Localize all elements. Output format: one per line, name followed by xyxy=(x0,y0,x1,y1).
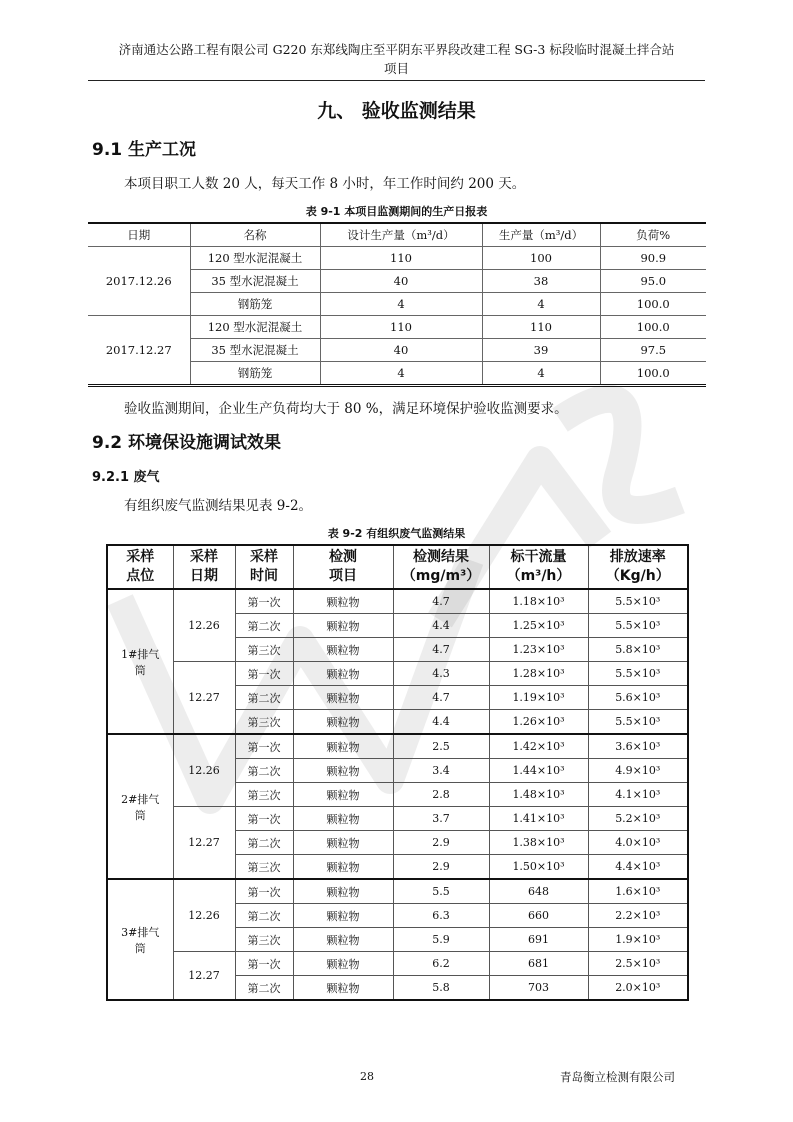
sample-time-cell: 第一次 xyxy=(235,662,293,686)
table-row xyxy=(107,879,688,904)
header-divider xyxy=(88,80,705,81)
sample-time-cell: 第一次 xyxy=(235,589,293,614)
result-cell: 3.4 xyxy=(393,759,489,783)
emission-rate-cell: 2.2×10³ xyxy=(588,904,688,928)
result-cell: 4.4 xyxy=(393,614,489,638)
result-cell: 2.9 xyxy=(393,831,489,855)
emission-rate-cell: 4.1×10³ xyxy=(588,783,688,807)
test-item-cell: 颗粒物 xyxy=(293,976,393,1001)
site-cell: 3#排气 筒 xyxy=(107,879,173,1000)
table-9-1-caption: 表 9-1 本项目监测期间的生产日报表 xyxy=(305,205,488,218)
sample-time-cell: 第三次 xyxy=(235,928,293,952)
design-cell: 4 xyxy=(320,362,482,386)
sample-time-cell: 第一次 xyxy=(235,807,293,831)
emission-rate-cell: 4.0×10³ xyxy=(588,831,688,855)
flow-cell: 648 xyxy=(489,879,588,904)
flow-cell: 1.28×10³ xyxy=(489,662,588,686)
test-item-cell: 颗粒物 xyxy=(293,904,393,928)
test-item-cell: 颗粒物 xyxy=(293,855,393,880)
load-cell: 90.9 xyxy=(600,247,706,270)
col-header: 名称 xyxy=(190,223,320,247)
waste-gas-intro: 有组织废气监测结果见表 9-2。 xyxy=(124,498,313,514)
test-item-cell: 颗粒物 xyxy=(293,614,393,638)
section-title-9-1: 9.1 生产工况 xyxy=(92,140,197,160)
flow-cell: 1.50×10³ xyxy=(489,855,588,880)
result-cell: 4.7 xyxy=(393,686,489,710)
output-cell: 38 xyxy=(482,270,600,293)
site-cell: 1#排气 筒 xyxy=(107,589,173,734)
test-item-cell: 颗粒物 xyxy=(293,638,393,662)
date-cell: 2017.12.27 xyxy=(88,316,190,386)
test-item-cell: 颗粒物 xyxy=(293,734,393,759)
load-cell: 100.0 xyxy=(600,316,706,339)
sample-date-cell: 12.26 xyxy=(173,734,235,807)
table-row xyxy=(107,807,688,831)
emission-rate-cell: 3.6×10³ xyxy=(588,734,688,759)
result-cell: 4.4 xyxy=(393,710,489,735)
sample-date-cell: 12.26 xyxy=(173,589,235,662)
sample-date-cell: 12.27 xyxy=(173,662,235,735)
emission-rate-cell: 5.5×10³ xyxy=(588,589,688,614)
flow-cell: 1.38×10³ xyxy=(489,831,588,855)
output-cell: 39 xyxy=(482,339,600,362)
col-header: 采样 点位 xyxy=(107,545,173,589)
name-cell: 120 型水泥混凝土 xyxy=(190,247,320,270)
sample-time-cell: 第一次 xyxy=(235,879,293,904)
waste-gas-results-table xyxy=(106,544,689,1001)
design-cell: 40 xyxy=(320,339,482,362)
emission-rate-cell: 5.5×10³ xyxy=(588,662,688,686)
load-conclusion-paragraph: 验收监测期间，企业生产负荷均大于 80 %，满足环境保护验收监测要求。 xyxy=(124,401,568,417)
result-cell: 2.8 xyxy=(393,783,489,807)
test-item-cell: 颗粒物 xyxy=(293,686,393,710)
emission-rate-cell: 2.0×10³ xyxy=(588,976,688,1001)
table-9-2-caption: 表 9-2 有组织废气监测结果 xyxy=(327,527,466,540)
table-row xyxy=(88,247,706,270)
site-cell: 2#排气 筒 xyxy=(107,734,173,879)
name-cell: 35 型水泥混凝土 xyxy=(190,339,320,362)
emission-rate-cell: 5.8×10³ xyxy=(588,638,688,662)
result-cell: 2.5 xyxy=(393,734,489,759)
sample-time-cell: 第二次 xyxy=(235,614,293,638)
name-cell: 钢筋笼 xyxy=(190,293,320,316)
output-cell: 100 xyxy=(482,247,600,270)
emission-rate-cell: 4.4×10³ xyxy=(588,855,688,880)
col-header: 采样 时间 xyxy=(235,545,293,589)
result-cell: 4.7 xyxy=(393,589,489,614)
table-header-row xyxy=(107,545,688,589)
test-item-cell: 颗粒物 xyxy=(293,589,393,614)
sample-time-cell: 第三次 xyxy=(235,855,293,880)
test-item-cell: 颗粒物 xyxy=(293,807,393,831)
col-header: 检测 项目 xyxy=(293,545,393,589)
test-item-cell: 颗粒物 xyxy=(293,879,393,904)
page-number: 28 xyxy=(360,1070,374,1083)
design-cell: 40 xyxy=(320,270,482,293)
col-header: 负荷% xyxy=(600,223,706,247)
sample-time-cell: 第二次 xyxy=(235,976,293,1001)
flow-cell: 703 xyxy=(489,976,588,1001)
table-header-row xyxy=(88,223,706,247)
result-cell: 6.2 xyxy=(393,952,489,976)
sample-time-cell: 第三次 xyxy=(235,783,293,807)
flow-cell: 1.48×10³ xyxy=(489,783,588,807)
result-cell: 2.9 xyxy=(393,855,489,880)
flow-cell: 1.44×10³ xyxy=(489,759,588,783)
flow-cell: 1.18×10³ xyxy=(489,589,588,614)
emission-rate-cell: 5.2×10³ xyxy=(588,807,688,831)
result-cell: 4.3 xyxy=(393,662,489,686)
table-row xyxy=(107,662,688,686)
flow-cell: 660 xyxy=(489,904,588,928)
header-line-1: 济南通达公路工程有限公司 G220 东郑线陶庄至平阴东平界段改建工程 SG-3 标段临时混凝土拌合站 xyxy=(118,42,675,57)
name-cell: 钢筋笼 xyxy=(190,362,320,386)
test-item-cell: 颗粒物 xyxy=(293,783,393,807)
header-line-2: 项目 xyxy=(383,61,409,76)
sample-time-cell: 第二次 xyxy=(235,686,293,710)
emission-rate-cell: 5.5×10³ xyxy=(588,614,688,638)
result-cell: 5.5 xyxy=(393,879,489,904)
table-row xyxy=(88,316,706,339)
table-row xyxy=(107,589,688,614)
sample-date-cell: 12.26 xyxy=(173,879,235,952)
flow-cell: 1.19×10³ xyxy=(489,686,588,710)
design-cell: 110 xyxy=(320,247,482,270)
flow-cell: 1.42×10³ xyxy=(489,734,588,759)
col-header: 采样 日期 xyxy=(173,545,235,589)
sample-time-cell: 第三次 xyxy=(235,710,293,735)
sample-time-cell: 第一次 xyxy=(235,734,293,759)
result-cell: 6.3 xyxy=(393,904,489,928)
col-header: 排放速率 （Kg/h） xyxy=(588,545,688,589)
load-cell: 95.0 xyxy=(600,270,706,293)
flow-cell: 1.41×10³ xyxy=(489,807,588,831)
name-cell: 35 型水泥混凝土 xyxy=(190,270,320,293)
col-header: 日期 xyxy=(88,223,190,247)
col-header: 标干流量 （m³/h） xyxy=(489,545,588,589)
table-row xyxy=(107,952,688,976)
workforce-paragraph: 本项目职工人数 20 人，每天工作 8 小时，年工作时间约 200 天。 xyxy=(124,176,526,192)
section-title-9-2: 9.2 环境保设施调试效果 xyxy=(92,433,282,453)
output-cell: 4 xyxy=(482,293,600,316)
load-cell: 100.0 xyxy=(600,293,706,316)
col-header: 检测结果 （mg/m³） xyxy=(393,545,489,589)
sample-time-cell: 第二次 xyxy=(235,904,293,928)
chapter-title: 九、 验收监测结果 xyxy=(317,100,476,122)
col-header: 设计生产量（m³/d） xyxy=(320,223,482,247)
name-cell: 120 型水泥混凝土 xyxy=(190,316,320,339)
date-cell: 2017.12.26 xyxy=(88,247,190,316)
output-cell: 4 xyxy=(482,362,600,386)
result-cell: 4.7 xyxy=(393,638,489,662)
sample-date-cell: 12.27 xyxy=(173,952,235,1001)
emission-rate-cell: 1.6×10³ xyxy=(588,879,688,904)
footer-company-name: 青岛衡立检测有限公司 xyxy=(560,1070,675,1084)
emission-rate-cell: 5.6×10³ xyxy=(588,686,688,710)
flow-cell: 691 xyxy=(489,928,588,952)
load-cell: 97.5 xyxy=(600,339,706,362)
production-report-table xyxy=(88,222,706,387)
emission-rate-cell: 5.5×10³ xyxy=(588,710,688,735)
test-item-cell: 颗粒物 xyxy=(293,710,393,735)
sample-date-cell: 12.27 xyxy=(173,807,235,880)
test-item-cell: 颗粒物 xyxy=(293,759,393,783)
sample-time-cell: 第二次 xyxy=(235,759,293,783)
test-item-cell: 颗粒物 xyxy=(293,831,393,855)
test-item-cell: 颗粒物 xyxy=(293,952,393,976)
sample-time-cell: 第一次 xyxy=(235,952,293,976)
test-item-cell: 颗粒物 xyxy=(293,662,393,686)
result-cell: 5.9 xyxy=(393,928,489,952)
subsection-title-9-2-1: 9.2.1 废气 xyxy=(92,470,160,485)
design-cell: 110 xyxy=(320,316,482,339)
output-cell: 110 xyxy=(482,316,600,339)
test-item-cell: 颗粒物 xyxy=(293,928,393,952)
flow-cell: 1.25×10³ xyxy=(489,614,588,638)
table-row xyxy=(107,734,688,759)
sample-time-cell: 第三次 xyxy=(235,638,293,662)
result-cell: 5.8 xyxy=(393,976,489,1001)
flow-cell: 1.26×10³ xyxy=(489,710,588,735)
design-cell: 4 xyxy=(320,293,482,316)
emission-rate-cell: 2.5×10³ xyxy=(588,952,688,976)
col-header: 生产量（m³/d） xyxy=(482,223,600,247)
flow-cell: 681 xyxy=(489,952,588,976)
running-header xyxy=(88,40,705,78)
flow-cell: 1.23×10³ xyxy=(489,638,588,662)
load-cell: 100.0 xyxy=(600,362,706,386)
sample-time-cell: 第二次 xyxy=(235,831,293,855)
emission-rate-cell: 4.9×10³ xyxy=(588,759,688,783)
result-cell: 3.7 xyxy=(393,807,489,831)
emission-rate-cell: 1.9×10³ xyxy=(588,928,688,952)
